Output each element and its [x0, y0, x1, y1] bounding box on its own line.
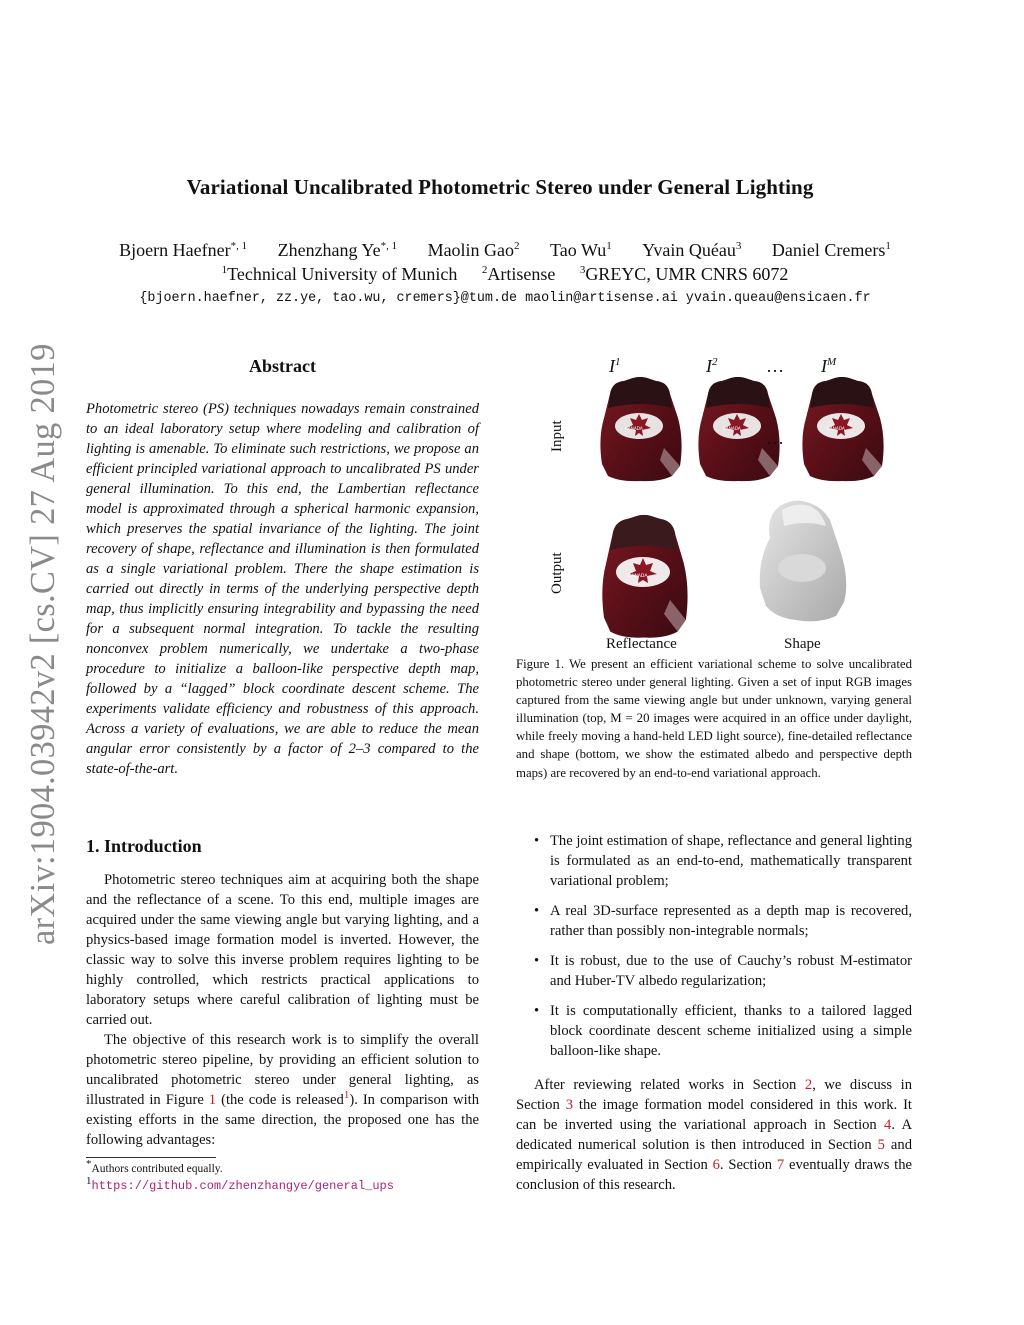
input-ellipsis: … [766, 428, 784, 448]
affiliation: $^2$Artisense [481, 264, 556, 284]
affiliations [0, 264, 1010, 285]
section-4-link[interactable]: 4 [884, 1117, 892, 1133]
contribution-list [516, 831, 912, 1071]
bag-text: CANADA [625, 426, 643, 431]
intro-paragraph-1: Photometric stereo techniques aim at acquiring both the shape and the reflectance of a scene. To this end, multiple images are acquired under the same viewing angle but varying lighting, and a physics-based image formation model is inverted. However, the classic way to solve this inverse problem requires lighting to be highly controlled, which restricts practical applications to laboratory setups where careful calibration of lighting must be carried out. [86, 872, 479, 1028]
affiliation: $^1$Technical University of Munich [221, 264, 458, 284]
arxiv-stamp: arXiv:1904.03942v2 [cs.CV] 27 Aug 2019 [24, 343, 62, 945]
row-label-output: Output [549, 552, 565, 594]
bag-text: CANADA [628, 574, 648, 579]
list-item: • It is computationally efficient, thanks to a tailored lagged block coordinate descent scheme initialized using a simple balloon-like shape. [534, 1003, 912, 1059]
input-image-1 [600, 377, 681, 481]
col-label-shape: Shape [784, 636, 821, 652]
code-url-link[interactable]: https://github.com/zhenzhangye/general_ups [91, 1179, 394, 1193]
abstract-heading: Abstract [249, 356, 316, 376]
intro-paragraph-2: The objective of this research work is to simplify the overall photometric stereo pipeline, by providing an efficient solution to uncalibrated photometric stereo under general lighting, as illustrated in Figure 1 (the code is released$^1$). In comparison with existing efforts in the same direction, the proposed one has the following advantages: [86, 1032, 479, 1148]
output-shape-image [760, 501, 847, 622]
author: Maolin Gao$^2$ [427, 240, 520, 260]
outline-paragraph: After reviewing related works in Section 2, we discuss in Section 3 the image formation model considered in this work. It can be inverted using the variational approach in Section 4. A dedicated numerical solution is then introduced in Section 5 and empirically evaluated in Section 6. Section 7 eventually draws the conclusion of this research. [516, 1077, 912, 1193]
section-6-link[interactable]: 6 [712, 1157, 720, 1173]
author-list [0, 240, 1010, 261]
footnote-ref-link[interactable]: 1 [343, 1089, 350, 1102]
footnote-star: *Authors contributed equally. [86, 1158, 223, 1175]
author: Daniel Cremers$^1$ [771, 240, 891, 260]
figure-1-caption: Figure 1. We present an efficient variational scheme to solve uncalibrated photometric stereo under general lighting. Given a set of input RGB images captured from the same viewing angle but under unknown, varying general illumination (top, M = 20 images were acquired in an office under daylight, while freely moving a hand-held LED light source), fine-detailed reflectance and shape (bottom, we show the estimated albedo and perspective depth maps) are recovered by an end-to-end variational approach. [516, 657, 912, 780]
author-emails: {bjoern.haefner, zz.ye, tao.wu, cremers}@tum.de maolin@artisense.ai yvain.queau@ensicaen.fr [139, 291, 871, 306]
figure-ref-link[interactable]: 1 [208, 1092, 217, 1108]
author: Yvain Quéau$^3$ [642, 240, 742, 260]
figure-images [516, 352, 916, 652]
label-input-m: $I^M$ [821, 356, 837, 376]
label-input-2: $I^2$ [706, 356, 718, 376]
figure-1 [516, 352, 916, 652]
author: Zhenzhang $Ye^{*, 1}$ [277, 240, 398, 260]
output-reflectance-image [602, 515, 687, 638]
author: Bjoern Haefner$^{*, 1}$ [119, 240, 248, 260]
footnote-rule [86, 1157, 216, 1158]
section-3-link[interactable]: 3 [565, 1097, 573, 1113]
bag-text: CANADA [723, 426, 741, 431]
intro-heading: 1. Introduction [86, 836, 202, 856]
col-label-reflectance: Reflectance [606, 636, 677, 652]
footnote-1: $^1$https://github.com/zhenzhangye/general_ups [86, 1175, 394, 1193]
section-2-link[interactable]: 2 [804, 1077, 813, 1093]
input-image-m [802, 377, 883, 481]
list-item: • The joint estimation of shape, reflectance and general lighting is formulated as an end-to-end, mathematically transparent variational problem; [534, 833, 912, 889]
affiliation: $^3$GREYC, UMR CNRS 6072 [579, 264, 789, 284]
list-item: • A real 3D-surface represented as a depth map is recovered, rather than possibly non-integrable normals; [534, 903, 912, 939]
list-item: • It is robust, due to the use of Cauchy’s robust M-estimator and Huber-TV albedo regularization; [534, 953, 912, 989]
label-ellipsis: … [766, 356, 784, 376]
bag-text: CANADA [827, 426, 845, 431]
row-label-input: Input [549, 420, 565, 452]
label-input-1: $I^1$ [609, 356, 621, 376]
paper-title: Variational Uncalibrated Photometric Stereo under General Lighting [186, 175, 814, 199]
abstract-text: Photometric stereo (PS) techniques nowadays remain constrained to an ideal laboratory setup where modeling and calibration of lighting is amenable. To eliminate such restrictions, we propose an efficient principled variational approach to uncalibrated PS under general illumination. To this end, the Lambertian reflectance model is approximated through a spherical harmonic expansion, which preserves the spatial invariance of the lighting. The joint recovery of shape, reflectance and illumination is then formulated as a single variational problem. There the shape estimation is carried out directly in terms of the underlying perspective depth map, thus implicitly ensuring integrability and bypassing the need for a subsequent normal integration. To tackle the resulting nonconvex problem numerically, we undertake a two-phase procedure to initialize a balloon-like perspective depth map, followed by a “lagged” block coordinate descent scheme. The experiments validate efficiency and robustness of this approach. Across a variety of evaluations, we are able to reduce the mean angular error consistently by a factor of 2–3 compared to the state-of-the-art. [86, 401, 479, 777]
section-5-link[interactable]: 5 [877, 1137, 885, 1153]
author: Tao Wu$^1$ [550, 240, 612, 260]
section-7-link[interactable]: 7 [776, 1157, 785, 1173]
